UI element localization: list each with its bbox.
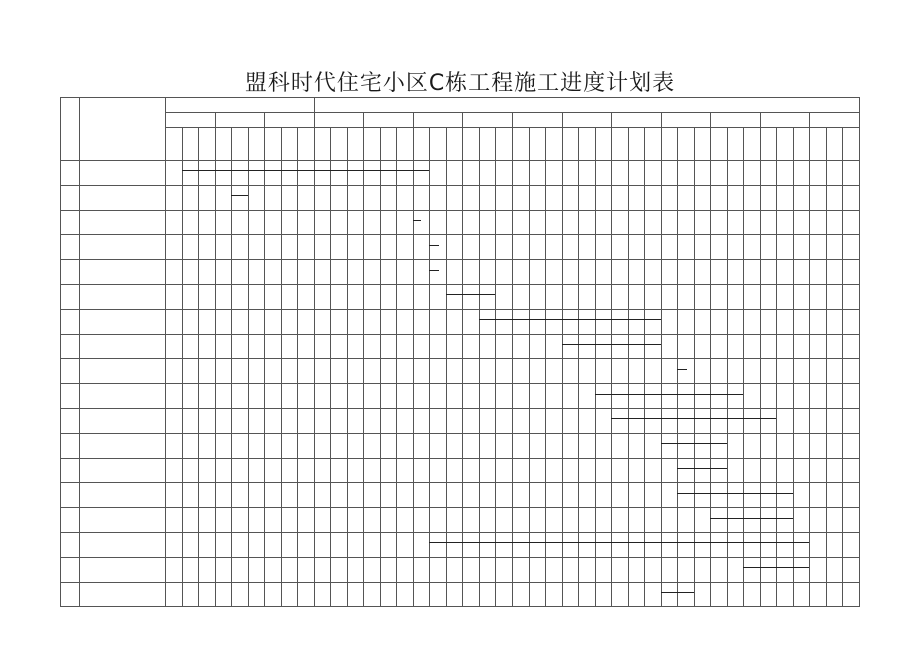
schedule-bar: [429, 542, 809, 543]
schedule-bar: [710, 518, 793, 519]
schedule-bar: [677, 468, 727, 469]
grid-line: [512, 112, 513, 607]
table-row-divider: [60, 532, 860, 533]
grid-line: [264, 112, 265, 607]
table-row-divider: [60, 234, 860, 235]
schedule-bar: [479, 319, 661, 320]
table-border: [60, 97, 860, 98]
grid-line: [578, 127, 579, 607]
grid-line: [760, 112, 761, 607]
grid-line: [743, 127, 744, 607]
schedule-bar: [429, 245, 439, 246]
grid-line: [611, 112, 612, 607]
schedule-bar: [611, 418, 776, 419]
grid-line: [694, 127, 695, 607]
table-row-divider: [60, 582, 860, 583]
grid-line: [776, 127, 777, 607]
grid-line: [413, 112, 414, 607]
table-row-divider: [60, 259, 860, 260]
grid-line: [330, 127, 331, 607]
table-row-divider: [60, 334, 860, 335]
table-row-divider: [60, 358, 860, 359]
schedule-bar: [743, 567, 809, 568]
grid-line: [495, 127, 496, 607]
grid-line: [628, 127, 629, 607]
grid-line: [809, 112, 810, 607]
table-row-divider: [60, 433, 860, 434]
table-row-divider: [60, 482, 860, 483]
table-row-divider: [60, 408, 860, 409]
grid-line: [545, 127, 546, 607]
table-row-divider: [60, 458, 860, 459]
grid-line: [396, 127, 397, 607]
grid-line: [826, 127, 827, 607]
table-row-divider: [60, 210, 860, 211]
table-border: [859, 97, 860, 607]
grid-line: [479, 127, 480, 607]
grid-line: [677, 127, 678, 607]
schedule-bar: [661, 592, 694, 593]
grid-line: [644, 127, 645, 607]
grid-line: [79, 97, 80, 607]
grid-line: [842, 127, 843, 607]
grid-line: [165, 97, 166, 607]
grid-line: [363, 112, 364, 607]
grid-line: [562, 112, 563, 607]
grid-line: [281, 127, 282, 607]
table-row-divider: [60, 557, 860, 558]
grid-line: [595, 127, 596, 607]
schedule-bar: [595, 394, 744, 395]
grid-line: [529, 127, 530, 607]
grid-line: [297, 127, 298, 607]
table-border: [60, 606, 860, 607]
schedule-bar: [446, 294, 496, 295]
grid-line: [60, 160, 860, 161]
schedule-bar: [677, 369, 687, 370]
grid-line: [215, 112, 216, 607]
schedule-bar: [429, 270, 439, 271]
table-row-divider: [60, 185, 860, 186]
grid-line: [429, 127, 430, 607]
grid-line: [446, 127, 447, 607]
table-row-divider: [60, 284, 860, 285]
grid-line: [314, 112, 315, 607]
grid-line: [710, 112, 711, 607]
table-border: [60, 97, 61, 607]
schedule-bar: [413, 220, 421, 221]
grid-line: [198, 127, 199, 607]
schedule-bar: [231, 195, 248, 196]
schedule-bar: [562, 344, 661, 345]
grid-line: [314, 97, 315, 113]
grid-line: [182, 127, 183, 607]
grid-line: [793, 127, 794, 607]
schedule-bar: [661, 443, 727, 444]
schedule-bar: [677, 493, 793, 494]
grid-line: [462, 112, 463, 607]
grid-line: [661, 112, 662, 607]
table-row-divider: [60, 309, 860, 310]
table-row-divider: [60, 507, 860, 508]
schedule-bar: [182, 170, 430, 171]
grid-line: [380, 127, 381, 607]
grid-line: [727, 127, 728, 607]
page-title: 盟科时代住宅小区C栋工程施工进度计划表: [244, 71, 676, 96]
table-row-divider: [60, 383, 860, 384]
grid-line: [347, 127, 348, 607]
grid-line: [231, 127, 232, 607]
grid-line: [248, 127, 249, 607]
